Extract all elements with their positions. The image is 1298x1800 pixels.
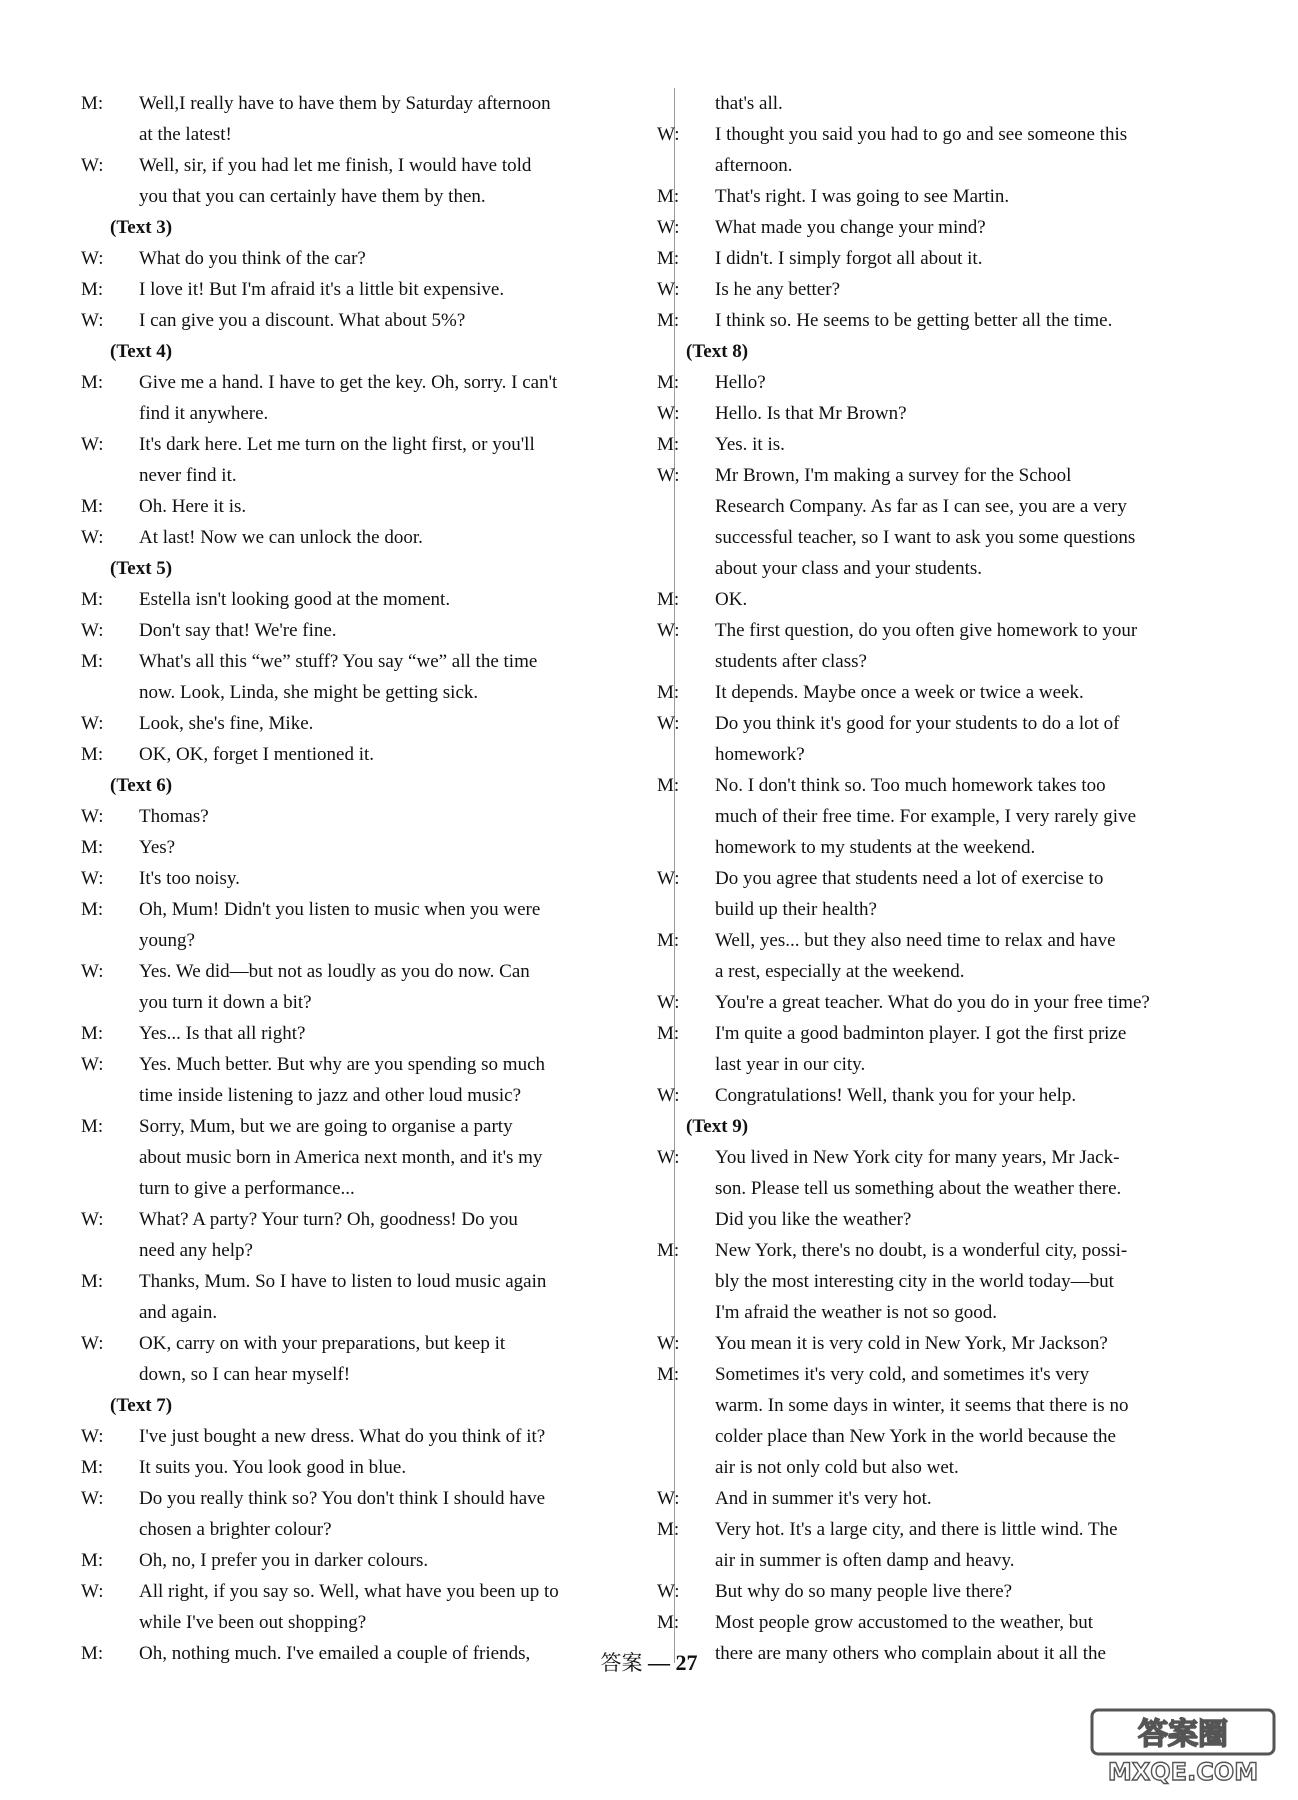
dialogue-text: Oh, no, I prefer you in darker colours. (139, 1550, 429, 1571)
speaker-label: M: (81, 589, 104, 610)
dialogue-turn (657, 1018, 1239, 1049)
dialogue-text: I can give you a discount. What about 5%? (139, 310, 466, 331)
page-footer (0, 1647, 1298, 1677)
dialogue-turn (81, 615, 665, 646)
dialogue-text: Look, she's fine, Mike. (139, 713, 314, 734)
section-heading (110, 770, 665, 801)
dialogue-continuation (686, 1266, 1239, 1297)
dialogue-text: down, so I can hear myself! (139, 1364, 351, 1385)
dialogue-text: air is not only cold but also wet. (715, 1457, 959, 1478)
dialogue-text: Research Company. As far as I can see, you are a very (715, 496, 1127, 517)
dialogue-text: I didn't. I simply forgot all about it. (715, 248, 983, 269)
speaker-label: M: (81, 1457, 104, 1478)
dialogue-text: Is he any better? (715, 279, 841, 300)
dialogue-text: Very hot. It's a large city, and there is little wind. The (715, 1519, 1118, 1540)
dialogue-text: Well, yes... but they also need time to relax and have (715, 930, 1116, 951)
dialogue-turn (657, 677, 1239, 708)
speaker-label: W: (81, 310, 104, 331)
footer-label: 答案 (600, 1651, 643, 1675)
dialogue-turn (657, 181, 1239, 212)
section-heading-text: (Text 8) (686, 341, 749, 362)
dialogue-text: I'm afraid the weather is not so good. (715, 1302, 998, 1323)
speaker-label: M: (81, 1116, 104, 1137)
dialogue-turn (657, 584, 1239, 615)
dialogue-turn (657, 1576, 1239, 1607)
dialogue-continuation (686, 1204, 1239, 1235)
dialogue-text: you turn it down a bit? (139, 992, 312, 1013)
dialogue-text: Did you like the weather? (715, 1209, 912, 1230)
dialogue-continuation (110, 119, 665, 150)
speaker-label: W: (81, 155, 104, 176)
dialogue-turn (657, 1235, 1239, 1266)
dialogue-continuation (110, 677, 665, 708)
dialogue-continuation (110, 1173, 665, 1204)
dialogue-turn (81, 584, 665, 615)
dialogue-continuation (686, 1390, 1239, 1421)
dialogue-text: last year in our city. (715, 1054, 866, 1075)
dialogue-turn (81, 1111, 665, 1142)
speaker-label: W: (657, 465, 680, 486)
section-heading (110, 553, 665, 584)
dialogue-continuation (686, 1173, 1239, 1204)
dialogue-text: It depends. Maybe once a week or twice a week. (715, 682, 1084, 703)
dialogue-text: never find it. (139, 465, 237, 486)
section-heading (110, 336, 665, 367)
dialogue-continuation (110, 181, 665, 212)
dialogue-turn (657, 119, 1239, 150)
dialogue-turn (81, 491, 665, 522)
dialogue-text: Oh, nothing much. I've emailed a couple of friends, (139, 1643, 531, 1664)
dialogue-text: Sorry, Mum, but we are going to organise a party (139, 1116, 513, 1137)
dialogue-continuation (686, 522, 1239, 553)
dialogue-text: turn to give a performance... (139, 1178, 355, 1199)
dialogue-turn (81, 367, 665, 398)
dialogue-turn (657, 305, 1239, 336)
dialogue-text: much of their free time. For example, I very rarely give (715, 806, 1136, 827)
dialogue-continuation (686, 739, 1239, 770)
dialogue-text: Congratulations! Well, thank you for your help. (715, 1085, 1077, 1106)
dialogue-text: Yes. We did—but not as loudly as you do now. Can (139, 961, 530, 982)
speaker-label: M: (657, 372, 680, 393)
dialogue-text: build up their health? (715, 899, 877, 920)
dialogue-text: I'm quite a good badminton player. I got the first prize (715, 1023, 1127, 1044)
speaker-label: W: (657, 403, 680, 424)
dialogue-turn (657, 615, 1239, 646)
speaker-label: W: (657, 1085, 680, 1106)
dialogue-text: Hello. Is that Mr Brown? (715, 403, 907, 424)
speaker-label: W: (657, 992, 680, 1013)
dialogue-turn (657, 925, 1239, 956)
dialogue-text: you that you can certainly have them by then. (139, 186, 486, 207)
dialogue-text: No. I don't think so. Too much homework takes too (715, 775, 1106, 796)
speaker-label: M: (81, 1023, 104, 1044)
dialogue-turn (81, 1049, 665, 1080)
dialogue-turn (81, 1204, 665, 1235)
speaker-label: M: (657, 1364, 680, 1385)
dialogue-text: chosen a brighter colour? (139, 1519, 332, 1540)
dialogue-turn (657, 1359, 1239, 1390)
speaker-label: W: (81, 868, 104, 889)
dialogue-continuation (686, 1049, 1239, 1080)
dialogue-text: students after class? (715, 651, 867, 672)
dialogue-turn (81, 150, 665, 181)
dialogue-continuation (686, 1452, 1239, 1483)
dialogue-text: I love it! But I'm afraid it's a little bit expensive. (139, 279, 505, 300)
dialogue-continuation (110, 398, 665, 429)
dialogue-continuation (110, 1607, 665, 1638)
dialogue-text: Thanks, Mum. So I have to listen to loud music again (139, 1271, 547, 1292)
dialogue-text: Do you think it's good for your students to do a lot of (715, 713, 1120, 734)
dialogue-text: find it anywhere. (139, 403, 269, 424)
speaker-label: W: (81, 1426, 104, 1447)
dialogue-turn (81, 956, 665, 987)
dialogue-turn (657, 429, 1239, 460)
speaker-label: W: (81, 806, 104, 827)
speaker-label: W: (657, 868, 680, 889)
dialogue-turn (657, 398, 1239, 429)
dialogue-text: at the latest! (139, 124, 232, 145)
dialogue-text: about your class and your students. (715, 558, 983, 579)
dialogue-turn (657, 770, 1239, 801)
dialogue-continuation (110, 1514, 665, 1545)
speaker-label: W: (81, 1488, 104, 1509)
dialogue-turn (81, 646, 665, 677)
dialogue-turn (81, 1018, 665, 1049)
dialogue-turn (81, 522, 665, 553)
dialogue-text: homework? (715, 744, 805, 765)
speaker-label: W: (657, 1488, 680, 1509)
dialogue-text: Yes... Is that all right? (139, 1023, 306, 1044)
mxqe-watermark-logo (1090, 1706, 1276, 1786)
dialogue-text: Estella isn't looking good at the moment. (139, 589, 451, 610)
dialogue-turn (657, 987, 1239, 1018)
dialogue-turn (81, 739, 665, 770)
dialogue-text: OK, carry on with your preparations, but keep it (139, 1333, 506, 1354)
speaker-label: W: (657, 217, 680, 238)
dialogue-turn (657, 460, 1239, 491)
speaker-label: M: (657, 775, 680, 796)
dialogue-turn (657, 1483, 1239, 1514)
speaker-label: M: (657, 1240, 680, 1261)
dialogue-turn (81, 274, 665, 305)
dialogue-turn (657, 863, 1239, 894)
dialogue-text: Well, sir, if you had let me finish, I would have told (139, 155, 532, 176)
dialogue-continuation (686, 150, 1239, 181)
speaker-label: W: (657, 620, 680, 641)
dialogue-text: What do you think of the car? (139, 248, 366, 269)
speaker-label: M: (81, 1271, 104, 1292)
dialogue-turn (81, 1545, 665, 1576)
dialogue-turn (81, 1483, 665, 1514)
speaker-label: M: (657, 1519, 680, 1540)
dialogue-turn (81, 1328, 665, 1359)
dialogue-text: Yes? (139, 837, 176, 858)
dialogue-turn (81, 801, 665, 832)
dialogue-turn (657, 212, 1239, 243)
speaker-label: M: (81, 651, 104, 672)
dialogue-text: time inside listening to jazz and other loud music? (139, 1085, 522, 1106)
dialogue-turn (657, 367, 1239, 398)
dialogue-text: colder place than New York in the world because the (715, 1426, 1116, 1447)
dialogue-text: now. Look, Linda, she might be getting sick. (139, 682, 479, 703)
dialogue-text: while I've been out shopping? (139, 1612, 367, 1633)
section-heading (110, 212, 665, 243)
dialogue-text: young? (139, 930, 195, 951)
speaker-label: W: (81, 620, 104, 641)
dialogue-text: What? A party? Your turn? Oh, goodness! Do you (139, 1209, 518, 1230)
dialogue-text: It's dark here. Let me turn on the light first, or you'll (139, 434, 535, 455)
dialogue-text: and again. (139, 1302, 218, 1323)
dialogue-turn (81, 1266, 665, 1297)
page-number: 27 (675, 1650, 698, 1675)
dialogue-text: Oh, Mum! Didn't you listen to music when you were (139, 899, 541, 920)
svg-text:MXQE.COM: MXQE.COM (1107, 1758, 1259, 1786)
dialogue-turn (81, 832, 665, 863)
speaker-label: W: (81, 713, 104, 734)
dialogue-text: That's right. I was going to see Martin. (715, 186, 1010, 207)
dialogue-text: You lived in New York city for many years, Mr Jack- (715, 1147, 1120, 1168)
dialogue-text: bly the most interesting city in the world today—but (715, 1271, 1114, 1292)
section-heading-text: (Text 3) (110, 217, 173, 238)
dialogue-turn (81, 1421, 665, 1452)
speaker-label: M: (81, 279, 104, 300)
dialogue-text: Don't say that! We're fine. (139, 620, 337, 641)
dialogue-turn (81, 305, 665, 336)
speaker-label: M: (81, 837, 104, 858)
dialogue-continuation (686, 553, 1239, 584)
dialogue-text: that's all. (715, 93, 783, 114)
section-heading-text: (Text 4) (110, 341, 173, 362)
left-column (81, 88, 665, 1669)
speaker-label: M: (657, 310, 680, 331)
speaker-label: W: (657, 279, 680, 300)
dialogue-turn (81, 88, 665, 119)
section-heading-text: (Text 6) (110, 775, 173, 796)
dialogue-text: Hello? (715, 372, 766, 393)
section-heading-text: (Text 7) (110, 1395, 173, 1416)
dialogue-text: You're a great teacher. What do you do in your free time? (715, 992, 1150, 1013)
speaker-label: M: (81, 372, 104, 393)
dialogue-text: son. Please tell us something about the weather there. (715, 1178, 1122, 1199)
dialogue-text: air in summer is often damp and heavy. (715, 1550, 1015, 1571)
dialogue-turn (657, 243, 1239, 274)
section-heading (110, 1390, 665, 1421)
dialogue-text: Thomas? (139, 806, 209, 827)
dialogue-turn (81, 894, 665, 925)
dialogue-text: I've just bought a new dress. What do you think of it? (139, 1426, 546, 1447)
dialogue-continuation (686, 801, 1239, 832)
dialogue-text: New York, there's no doubt, is a wonderful city, possi- (715, 1240, 1128, 1261)
speaker-label: W: (81, 1054, 104, 1075)
dialogue-text: I thought you said you had to go and see someone this (715, 124, 1128, 145)
dialogue-turn (657, 1328, 1239, 1359)
speaker-label: M: (657, 248, 680, 269)
speaker-label: W: (657, 124, 680, 145)
dialogue-continuation (686, 491, 1239, 522)
dialogue-text: It suits you. You look good in blue. (139, 1457, 407, 1478)
dialogue-continuation (110, 460, 665, 491)
dialogue-text: But why do so many people live there? (715, 1581, 1013, 1602)
dialogue-continuation (110, 925, 665, 956)
dialogue-text: At last! Now we can unlock the door. (139, 527, 423, 548)
dialogue-text: need any help? (139, 1240, 253, 1261)
dialogue-turn (81, 1452, 665, 1483)
dialogue-text: Yes. Much better. But why are you spending so much (139, 1054, 546, 1075)
speaker-label: M: (81, 93, 104, 114)
speaker-label: M: (657, 930, 680, 951)
dialogue-continuation (110, 1142, 665, 1173)
dialogue-turn (657, 1607, 1239, 1638)
dialogue-text: It's too noisy. (139, 868, 240, 889)
dialogue-text: Oh. Here it is. (139, 496, 247, 517)
dialogue-text: All right, if you say so. Well, what have you been up to (139, 1581, 559, 1602)
dialogue-text: Most people grow accustomed to the weather, but (715, 1612, 1094, 1633)
dialogue-text: there are many others who complain about it all the (715, 1643, 1106, 1664)
speaker-label: M: (81, 899, 104, 920)
speaker-label: W: (81, 248, 104, 269)
speaker-label: M: (657, 186, 680, 207)
section-heading (686, 336, 1239, 367)
dialogue-text: The first question, do you often give homework to your (715, 620, 1138, 641)
dialogue-text: What's all this “we” stuff? You say “we” all the time (139, 651, 538, 672)
speaker-label: W: (81, 1581, 104, 1602)
dialogue-continuation (686, 832, 1239, 863)
dialogue-text: Give me a hand. I have to get the key. Oh, sorry. I can't (139, 372, 558, 393)
svg-text:答案圈: 答案圈 (1138, 1717, 1228, 1752)
dialogue-continuation (686, 1545, 1239, 1576)
speaker-label: M: (81, 744, 104, 765)
dialogue-text: about music born in America next month, and it's my (139, 1147, 543, 1168)
speaker-label: M: (657, 1023, 680, 1044)
dialogue-text: Sometimes it's very cold, and sometimes it's very (715, 1364, 1090, 1385)
dialogue-text: Do you really think so? You don't think I should have (139, 1488, 546, 1509)
footer-dash: — (648, 1650, 670, 1675)
dialogue-text: a rest, especially at the weekend. (715, 961, 965, 982)
dialogue-continuation (110, 1080, 665, 1111)
dialogue-text: Well,I really have to have them by Saturday afternoon (139, 93, 551, 114)
dialogue-turn (81, 863, 665, 894)
dialogue-text: You mean it is very cold in New York, Mr Jackson? (715, 1333, 1108, 1354)
dialogue-text: warm. In some days in winter, it seems that there is no (715, 1395, 1129, 1416)
dialogue-text: Yes. it is. (715, 434, 785, 455)
dialogue-continuation (686, 1297, 1239, 1328)
dialogue-continuation (686, 956, 1239, 987)
dialogue-continuation (110, 987, 665, 1018)
dialogue-text: What made you change your mind? (715, 217, 986, 238)
speaker-label: M: (657, 434, 680, 455)
dialogue-turn (657, 274, 1239, 305)
dialogue-turn (657, 1514, 1239, 1545)
dialogue-continuation (686, 1421, 1239, 1452)
dialogue-turn (657, 1080, 1239, 1111)
speaker-label: W: (81, 1333, 104, 1354)
speaker-label: W: (81, 434, 104, 455)
dialogue-continuation (686, 88, 1239, 119)
dialogue-continuation (686, 894, 1239, 925)
dialogue-turn (657, 708, 1239, 739)
dialogue-text: Mr Brown, I'm making a survey for the School (715, 465, 1072, 486)
dialogue-turn (657, 1142, 1239, 1173)
section-heading-text: (Text 9) (686, 1116, 749, 1137)
dialogue-continuation (686, 646, 1239, 677)
speaker-label: M: (81, 1643, 104, 1664)
dialogue-text: afternoon. (715, 155, 793, 176)
speaker-label: M: (81, 496, 104, 517)
speaker-label: M: (657, 1612, 680, 1633)
dialogue-continuation (110, 1235, 665, 1266)
section-heading-text: (Text 5) (110, 558, 173, 579)
dialogue-continuation (110, 1359, 665, 1390)
speaker-label: W: (657, 1581, 680, 1602)
speaker-label: W: (81, 961, 104, 982)
dialogue-text: homework to my students at the weekend. (715, 837, 1036, 858)
dialogue-text: OK, OK, forget I mentioned it. (139, 744, 374, 765)
dialogue-turn (81, 708, 665, 739)
dialogue-text: Do you agree that students need a lot of exercise to (715, 868, 1104, 889)
section-heading (686, 1111, 1239, 1142)
dialogue-turn (81, 243, 665, 274)
speaker-label: W: (657, 1147, 680, 1168)
speaker-label: W: (81, 1209, 104, 1230)
dialogue-turn (81, 1576, 665, 1607)
dialogue-text: OK. (715, 589, 748, 610)
speaker-label: W: (81, 527, 104, 548)
dialogue-text: And in summer it's very hot. (715, 1488, 932, 1509)
dialogue-continuation (110, 1297, 665, 1328)
speaker-label: W: (657, 713, 680, 734)
speaker-label: W: (657, 1333, 680, 1354)
dialogue-turn (81, 429, 665, 460)
speaker-label: M: (81, 1550, 104, 1571)
dialogue-text: successful teacher, so I want to ask you some questions (715, 527, 1136, 548)
dialogue-text: I think so. He seems to be getting better all the time. (715, 310, 1113, 331)
speaker-label: M: (657, 589, 680, 610)
speaker-label: M: (657, 682, 680, 703)
